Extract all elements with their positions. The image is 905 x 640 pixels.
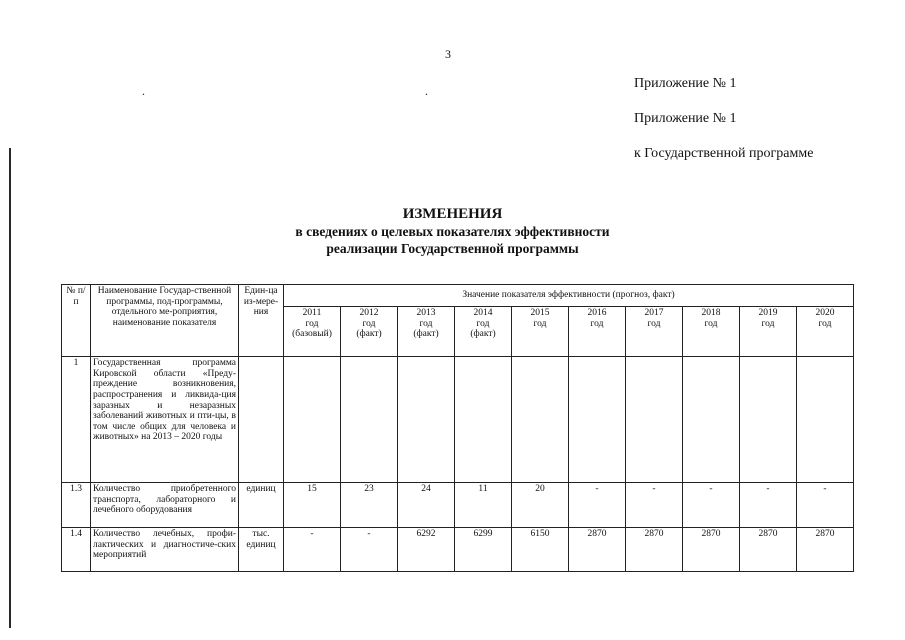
header-num: № п/п xyxy=(62,285,91,357)
row-num: 1 xyxy=(62,357,91,483)
row-value: - xyxy=(284,528,341,572)
table-row xyxy=(62,357,854,483)
header-year-2011: 2011 год (базовый) xyxy=(284,307,341,357)
row-name: Количество лечебных, профи-лактических и диагностиче-ских мероприятий xyxy=(91,528,239,572)
row-value: 6292 xyxy=(398,528,455,572)
header-year-2012: 2012 год (факт) xyxy=(341,307,398,357)
row-value: - xyxy=(626,483,683,528)
row-name: Государственная программа Кировской области «Преду-преждение возникновения, распространения и ликвида-ция заразных и незаразных заболеваний животных и пти-цы, в том числе общих для человека и животных» на 2013 – 2020 годы xyxy=(91,357,239,483)
row-unit: единиц xyxy=(239,483,284,528)
appendix-line-1: Приложение № 1 xyxy=(634,76,737,91)
row-unit: тыс. единиц xyxy=(239,528,284,572)
row-value xyxy=(284,357,341,483)
row-value: - xyxy=(740,483,797,528)
row-value xyxy=(569,357,626,483)
row-value xyxy=(797,357,854,483)
row-value: 2870 xyxy=(569,528,626,572)
row-value: 2870 xyxy=(740,528,797,572)
row-value: 2870 xyxy=(683,528,740,572)
row-value xyxy=(740,357,797,483)
row-value: 6150 xyxy=(512,528,569,572)
row-num: 1.4 xyxy=(62,528,91,572)
indicators-table xyxy=(61,284,854,572)
row-value: 2870 xyxy=(626,528,683,572)
row-value: - xyxy=(569,483,626,528)
row-value: 11 xyxy=(455,483,512,528)
table-row xyxy=(62,528,854,572)
row-value xyxy=(398,357,455,483)
header-unit: Един-ца из-мере-ния xyxy=(239,285,284,357)
row-num: 1.3 xyxy=(62,483,91,528)
row-value: 23 xyxy=(341,483,398,528)
row-value: - xyxy=(797,483,854,528)
row-value: 15 xyxy=(284,483,341,528)
row-value xyxy=(455,357,512,483)
header-value-group: Значение показателя эффективности (прогноз, факт) xyxy=(284,285,854,307)
header-year-2017: 2017 год xyxy=(626,307,683,357)
row-value: 24 xyxy=(398,483,455,528)
row-value xyxy=(683,357,740,483)
row-value xyxy=(626,357,683,483)
header-year-2015: 2015 год xyxy=(512,307,569,357)
appendix-line-2: Приложение № 1 xyxy=(634,111,737,126)
row-value: 20 xyxy=(512,483,569,528)
row-value: 2870 xyxy=(797,528,854,572)
row-name: Количество приобретенного транспорта, лабораторного и лечебного оборудования xyxy=(91,483,239,528)
row-value xyxy=(512,357,569,483)
row-value xyxy=(341,357,398,483)
header-name: Наименование Государ-ственной программы, под-программы, отдельного ме-роприятия, наименование показателя xyxy=(91,285,239,357)
header-year-2019: 2019 год xyxy=(740,307,797,357)
page-number: 3 xyxy=(445,47,451,61)
document-title: ИЗМЕНЕНИЯ xyxy=(402,206,503,222)
document-subtitle-line-2: реализации Государственной программы xyxy=(326,241,579,256)
row-value: - xyxy=(683,483,740,528)
header-year-2016: 2016 год xyxy=(569,307,626,357)
row-value: - xyxy=(341,528,398,572)
table-row xyxy=(62,483,854,528)
header-year-2013: 2013 год (факт) xyxy=(398,307,455,357)
header-year-2018: 2018 год xyxy=(683,307,740,357)
stray-dot: . xyxy=(142,84,145,98)
row-value: 6299 xyxy=(455,528,512,572)
header-year-2020: 2020 год xyxy=(797,307,854,357)
row-unit xyxy=(239,357,284,483)
page-left-edge-line xyxy=(9,148,11,628)
header-year-2014: 2014 год (факт) xyxy=(455,307,512,357)
appendix-line-3: к Государственной программе xyxy=(634,146,814,161)
document-subtitle-line-1: в сведениях о целевых показателях эффективности xyxy=(295,224,610,239)
stray-dot: . xyxy=(425,84,428,98)
